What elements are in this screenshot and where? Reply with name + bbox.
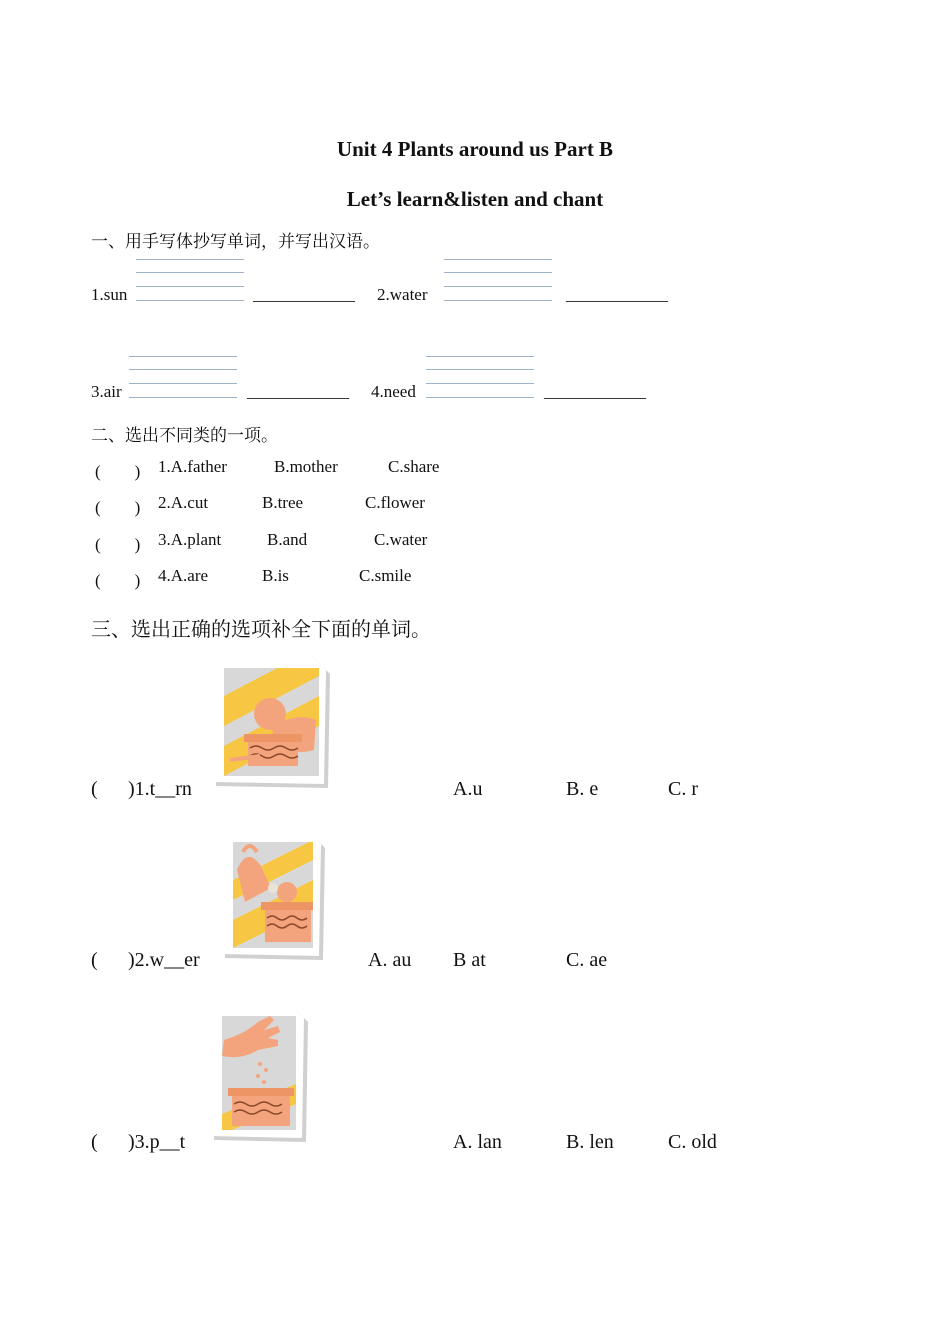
option-c: C.smile (359, 566, 412, 585)
word-label-need: 4.need (371, 382, 416, 401)
answer-paren: ( (91, 778, 98, 800)
page-title: Unit 4 Plants around us Part B (336, 137, 614, 161)
answer-blank: ____________ (544, 382, 646, 401)
section2-heading: 二、选出不同类的一项。 (91, 426, 278, 445)
option-c: C.flower (365, 493, 425, 512)
answer-paren: ( (91, 949, 98, 971)
option-b: B. len (566, 1131, 614, 1153)
option-b: B.and (267, 530, 308, 549)
option-b: B.tree (262, 493, 304, 512)
section1-heading: 一、用手写体抄写单词，并写出汉语。 (91, 232, 380, 251)
option-a: A. lan (453, 1131, 502, 1153)
answer-blank: ____________ (253, 285, 355, 304)
option-c: C. old (668, 1131, 717, 1153)
answer-paren: ( (91, 1131, 98, 1153)
option-c: C. ae (566, 949, 608, 971)
handwriting-lines (129, 355, 237, 399)
option-b: B. e (566, 778, 599, 800)
handwriting-lines (444, 258, 552, 302)
answer-blank: ____________ (566, 285, 668, 304)
option-a: 3.A.plant (158, 530, 222, 549)
answer-paren: ( ) (95, 571, 141, 590)
question-word: )3.p__t (128, 1131, 186, 1153)
option-c: C.water (374, 530, 428, 549)
answer-paren: ( ) (95, 498, 141, 517)
page-subtitle: Let’s learn&listen and chant (346, 187, 604, 211)
word-label-air: 3.air (91, 382, 122, 401)
section3-heading: 三、选出正确的选项补全下面的单词。 (91, 619, 431, 641)
option-b: B at (453, 949, 486, 971)
question-word: )1.t__rn (128, 778, 192, 800)
handwriting-lines (426, 355, 534, 399)
option-c: C.share (388, 457, 440, 476)
question-word: )2.w__er (128, 949, 200, 971)
option-b: B.is (262, 566, 289, 585)
handwriting-lines (136, 258, 244, 302)
answer-paren: ( ) (95, 462, 141, 481)
option-b: B.mother (274, 457, 338, 476)
turn-soil-picture (212, 656, 332, 790)
option-a: 2.A.cut (158, 493, 209, 512)
word-label-sun: 1.sun (91, 285, 128, 304)
answer-blank: ____________ (247, 382, 349, 401)
option-a: 1.A.father (158, 457, 227, 476)
option-a: A. au (368, 949, 412, 971)
planting-seeds-picture (210, 1004, 310, 1144)
option-a: 4.A.are (158, 566, 209, 585)
option-c: C. r (668, 778, 698, 800)
answer-paren: ( ) (95, 535, 141, 554)
option-a: A.u (453, 778, 483, 800)
watering-picture (221, 830, 327, 962)
word-label-water: 2.water (377, 285, 428, 304)
